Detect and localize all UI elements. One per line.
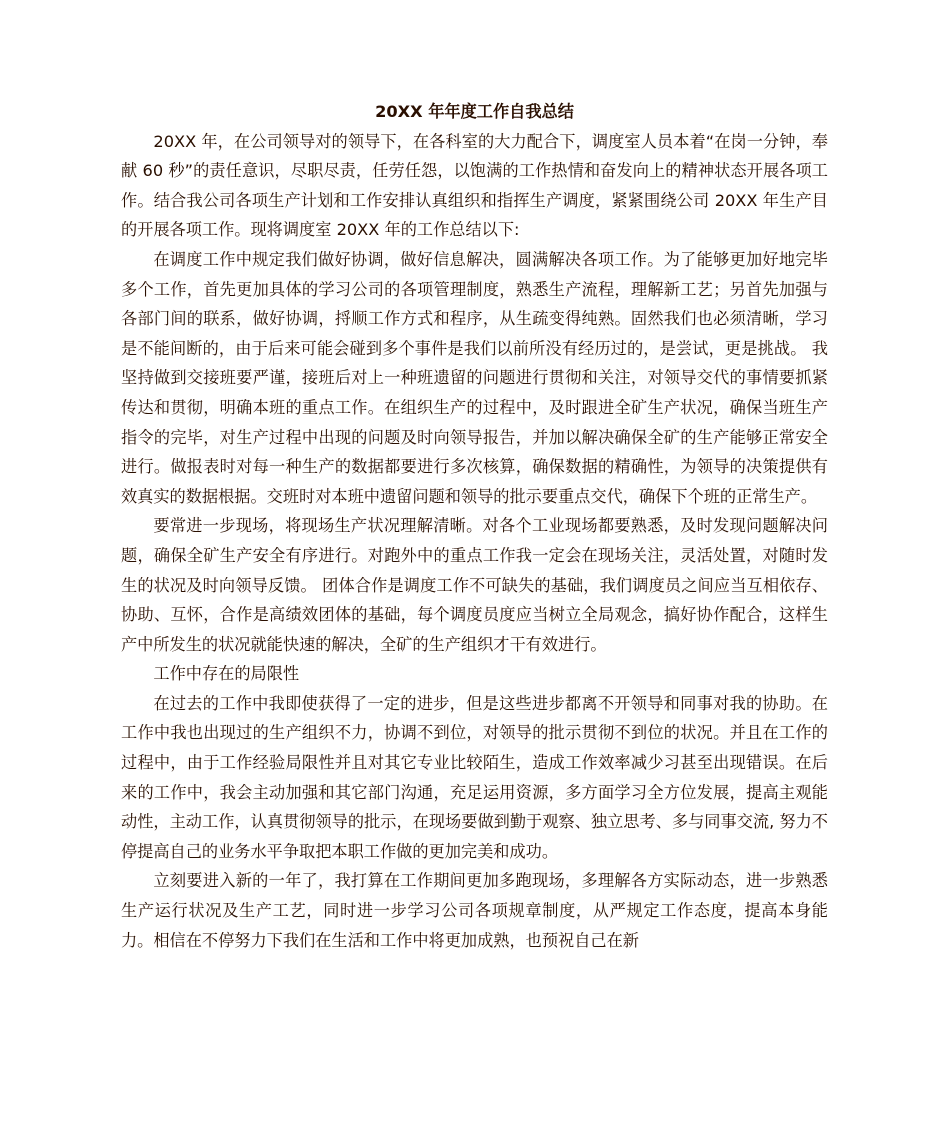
paragraph-3: 要常进一步现场，将现场生产状况理解清晰。对各个工业现场都要熟悉，及时发现问题解决问题，确保全矿生产安全有序进行。对跑外中的重点工作我一定会在现场关注，灵活处置，对随时发生的状况及时向领导反馈。 团体合作是调度工作不可缺失的基础，我们调度员之间应当互相依存、协助、互怀，合作是高绩效团体的基础，每个调度员度应当树立全局观念，搞好协作配合，这样生产中所发生的状况就能快速的解决，全矿的生产组织才干有效进行。 — [121, 516, 828, 654]
section-heading-limitations: 工作中存在的局限性 — [153, 664, 300, 684]
paragraph-1: 20XX 年，在公司领导对的领导下，在各科室的大力配合下，调度室人员本着“在岗一分钟，奉献 60 秒”的责任意识，尽职尽责，任劳任怨，以饱满的工作热情和奋发向上的精神状态开展各项工作。结合我公司各项生产计划和工作安排认真组织和指挥生产调度，紧紧围绕公司 20XX 年生产目的开展各项工作。现将调度室 20XX 年的工作总结以下: — [121, 131, 828, 240]
document-title: 20XX 年年度工作自我总结 — [375, 102, 574, 121]
document-page — [121, 97, 828, 955]
paragraph-4: 在过去的工作中我即使获得了一定的进步，但是这些进步都离不开领导和同事对我的协助。在工作中我也出现过的生产组织不力，协调不到位，对领导的批示贯彻不到位的状况。并且在工作的过程中，由于工作经验局限性并且对其它专业比较陌生，造成工作效率减少习甚至出现错误。在后来的工作中，我会主动加强和其它部门沟通，充足运用资源，多方面学习全方位发展，提高主观能动性，主动工作，认真贯彻领导的批示，在现场要做到勤于观察、独立思考、多与同事交流, 努力不停提高自己的业务水平争取把本职工作做的更加完美和成功。 — [121, 693, 828, 861]
paragraph-5: 立刻要进入新的一年了，我打算在工作期间更加多跑现场，多理解各方实际动态，进一步熟悉生产运行状况及生产工艺，同时进一步学习公司各项规章制度，从严规定工作态度，提高本身能力。相信在不停努力下我们在生活和工作中将更加成熟，也预祝自己在新 — [121, 871, 828, 950]
paragraph-2: 在调度工作中规定我们做好协调，做好信息解决，圆满解决各项工作。为了能够更加好地完毕多个工作，首先更加具体的学习公司的各项管理制度，熟悉生产流程，理解新工艺；另首先加强与各部门间的联系，做好协调，捋顺工作方式和程序，从生疏变得纯熟。固然我们也必须清晰，学习是不能间断的，由于后来可能会碰到多个事件是我们以前所没有经历过的，是尝试，更是挑战。 我坚持做到交接班要严谨，接班后对上一种班遗留的问题进行贯彻和关注，对领导交代的事情要抓紧传达和贯彻，明确本班的重点工作。在组织生产的过程中，及时跟进全矿生产状况，确保当班生产指令的完毕，对生产过程中出现的问题及时向领导报告，并加以解决确保全矿的生产能够正常安全进行。做报表时对每一种生产的数据都要进行多次核算，确保数据的精确性，为领导的决策提供有效真实的数据根据。交班时对本班中遗留问题和领导的批示要重点交代，确保下个班的正常生产。 — [121, 249, 828, 506]
